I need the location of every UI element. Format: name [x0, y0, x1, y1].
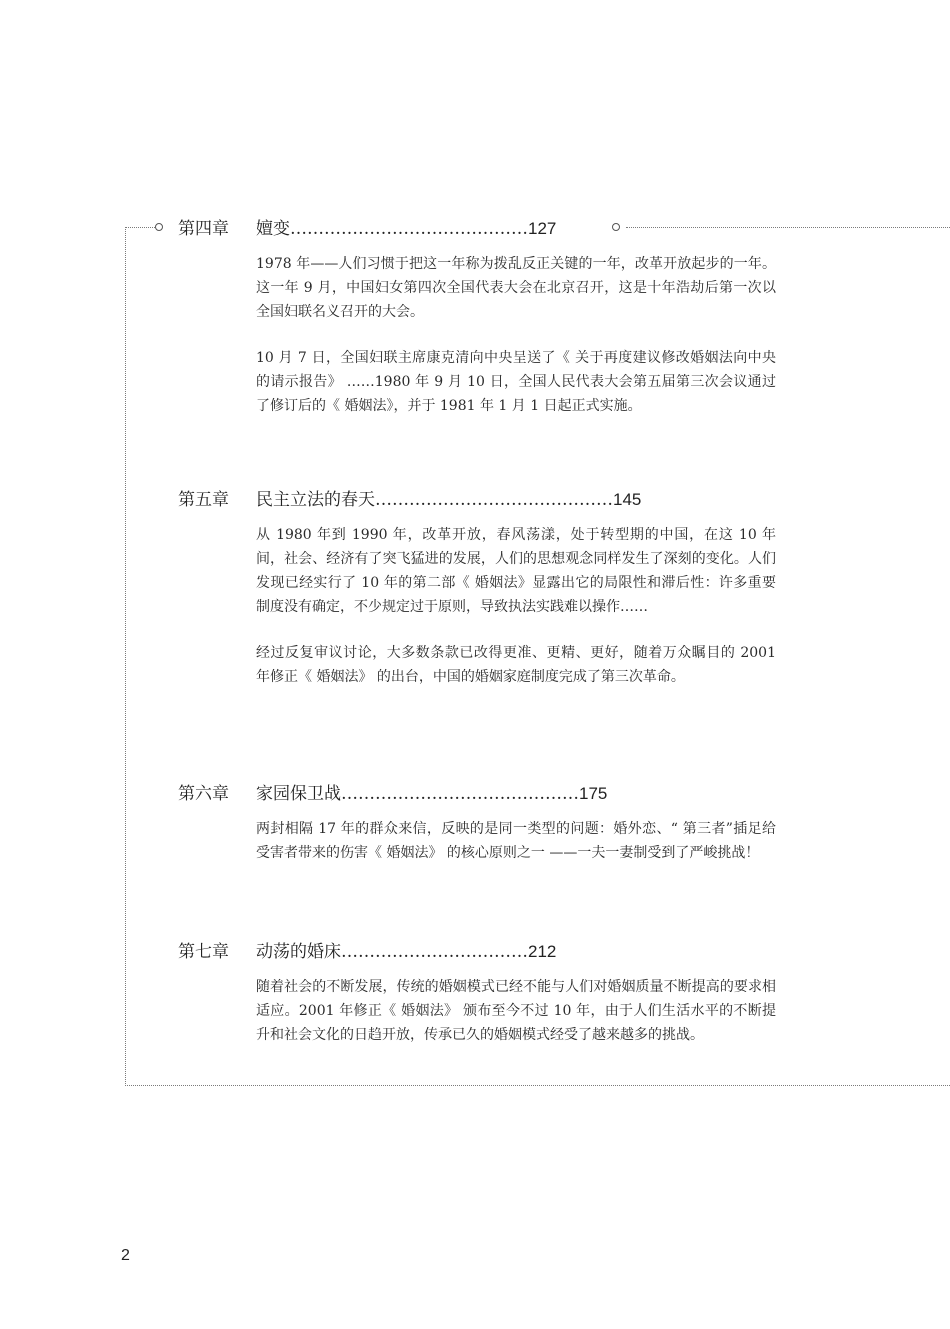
chapter-4	[178, 216, 778, 440]
chapter-heading[interactable]	[178, 487, 778, 513]
chapter-number: 第七章	[178, 942, 229, 962]
chapter-summary	[256, 817, 776, 865]
chapter-title: 动荡的婚床	[256, 942, 341, 962]
summary-paragraph: 1978 年——人们习惯于把这一年称为拨乱反正关键的一年，改革开放起步的一年。这一年 9 月，中国妇女第四次全国代表大会在北京召开，这是十年浩劫后第一次以全国妇联名义召开的大会。	[256, 256, 776, 320]
chapter-heading[interactable]	[178, 216, 778, 242]
dot-leader: ……………………………………	[290, 219, 528, 239]
dot-leader: ……………………………	[341, 942, 528, 962]
summary-paragraph: 10 月 7 日，全国妇联主席康克清向中央呈送了《 关于再度建议修改婚姻法向中央的请示报告》 ……1980 年 9 月 10 日，全国人民代表大会第五届第三次会议通过了修订后的《 婚姻法》，并于 1981 年 1 月 1 日起正式实施。	[256, 350, 776, 414]
dot-leader: ……………………………………	[375, 490, 613, 510]
chapter-number: 第六章	[178, 784, 229, 804]
summary-paragraph: 两封相隔 17 年的群众来信，反映的是同一类型的问题：婚外恋、“ 第三者”插足给受害者带来的伤害《 婚姻法》 的核心原则之一 ——一夫一妻制受到了严峻挑战！	[256, 821, 776, 861]
frame-left-border	[125, 227, 126, 1086]
chapter-number: 第四章	[178, 219, 229, 239]
chapter-summary	[256, 252, 776, 418]
chapter-heading[interactable]	[178, 781, 778, 807]
chapter-number: 第五章	[178, 490, 229, 510]
chapter-title: 民主立法的春天	[256, 490, 375, 510]
dot-leader: ……………………………………	[341, 784, 579, 804]
chapter-page-number: 212	[528, 942, 557, 961]
chapter-summary	[256, 975, 776, 1047]
chapter-6	[178, 781, 778, 887]
chapter-summary	[256, 523, 776, 689]
chapter-title: 嬗变	[256, 219, 290, 239]
chapter-7	[178, 939, 778, 1069]
summary-paragraph: 从 1980 年到 1990 年，改革开放，春风荡漾，处于转型期的中国，在这 10 年间，社会、经济有了突飞猛进的发展，人们的思想观念同样发生了深刻的变化。人们发现已经实行了 10 年的第二部《 婚姻法》显露出它的局限性和滞后性：许多重要制度没有确定，不少规定过于原则，导致执法实践难以操作……	[256, 527, 776, 615]
frame-bottom-border	[125, 1085, 950, 1086]
page-number: 2	[121, 1247, 130, 1264]
frame-top-left-border	[125, 227, 157, 228]
chapter-page-number: 175	[579, 784, 608, 803]
chapter-page-number: 145	[613, 490, 642, 509]
chapter-title: 家园保卫战	[256, 784, 341, 804]
chapter-5	[178, 487, 778, 711]
ring-ornament-left	[155, 223, 163, 231]
summary-paragraph: 随着社会的不断发展，传统的婚姻模式已经不能与人们对婚姻质量不断提高的要求相适应。2001 年修正《 婚姻法》 颁布至今不过 10 年，由于人们生活水平的不断提升和社会文化的日趋开放，传承已久的婚姻模式经受了越来越多的挑战。	[256, 979, 776, 1043]
chapter-page-number: 127	[528, 219, 557, 238]
summary-paragraph: 经过反复审议讨论，大多数条款已改得更准、更精、更好，随着万众瞩目的 2001 年修正《 婚姻法》 的出台，中国的婚姻家庭制度完成了第三次革命。	[256, 645, 776, 685]
chapter-heading[interactable]	[178, 939, 778, 965]
